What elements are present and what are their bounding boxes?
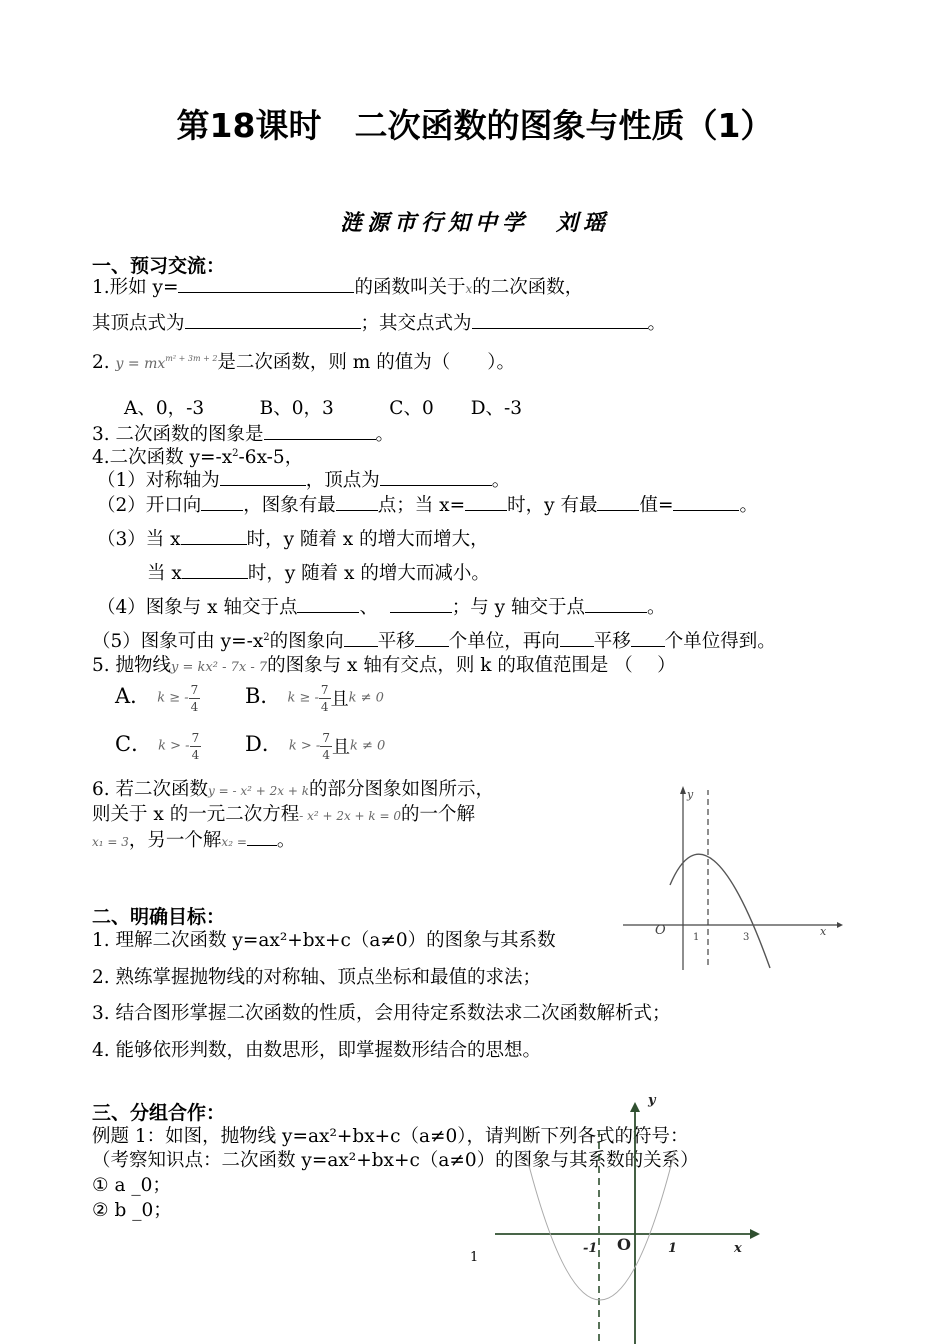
q6-equation: - x² + 2x + k = 0	[299, 809, 402, 823]
q4-3-text-d: 时，y 随着 x 的增大而减小。	[247, 563, 490, 584]
q4-2-text-f: 。	[739, 495, 758, 516]
objective-3: 3. 结合图形掌握二次函数的性质，会用待定系数法求二次函数解析式；	[92, 1003, 671, 1024]
q5-option-a	[115, 680, 200, 715]
graph2-x-arrow	[750, 1229, 760, 1239]
question-4-part1	[97, 466, 510, 492]
q5-option-d-fraction	[320, 730, 332, 763]
graph2-tick-1: 1	[668, 1241, 678, 1256]
q6-text-b: 的部分图象如图所示，	[309, 779, 495, 800]
q2-formula: y = mx	[115, 356, 166, 372]
graph1-origin-label: O	[655, 923, 666, 938]
q5-option-c-expr: k > -	[158, 738, 190, 754]
q4-1-blank-axis	[220, 467, 306, 486]
section1-heading: 一、预习交流：	[92, 255, 226, 277]
q4-4-blank-2	[390, 594, 452, 613]
q4-1-blank-vertex	[380, 467, 492, 486]
q4-2-blank-3	[465, 492, 507, 511]
fraction-numerator: 7	[191, 730, 200, 745]
q5-option-d-label: D．	[245, 732, 283, 756]
q2-text: 是二次函数，则 m 的值为（ ）。	[217, 352, 515, 373]
q4-1-text-b: ，顶点为	[305, 470, 380, 491]
question-4-part3-line1	[97, 525, 489, 551]
q4-5-text-c: 平移	[377, 631, 415, 652]
q4-4-blank-3	[585, 594, 647, 613]
q5-option-c-label: C．	[115, 732, 153, 756]
q5-option-d-and: 且	[331, 737, 350, 758]
fraction-denominator: 4	[320, 699, 329, 714]
q4-5-blank-3	[560, 628, 594, 647]
q5-text-a: 5. 抛物线	[92, 655, 172, 676]
q4-text-b: -6x-5，	[238, 447, 304, 468]
q6-text-a: 6. 若二次函数	[92, 779, 209, 800]
q4-2-text-e: 值=	[639, 495, 674, 516]
q2-exponent: m² + 3m + 2	[165, 353, 218, 363]
fraction-numerator: 7	[322, 730, 330, 745]
q4-3-blank-2	[182, 560, 248, 579]
q4-3-text-c: 当 x	[147, 563, 182, 584]
q1-text-b: 的函数叫关于	[354, 277, 466, 298]
q3-text-b: 。	[375, 424, 395, 445]
question-4-part2	[97, 491, 758, 517]
q4-4-blank-1	[297, 594, 359, 613]
question-4-part5	[92, 627, 776, 653]
q4-5-text-d: 个单位，再向	[448, 631, 560, 652]
graph2-parabola	[525, 1150, 678, 1300]
q5-option-b-cond: k ≠ 0	[348, 690, 384, 706]
q4-5-text-e: 平移	[593, 631, 631, 652]
q6-text-d: 的一个解	[401, 804, 476, 825]
question-6-line3	[92, 826, 295, 852]
q5-option-a-fraction	[189, 682, 201, 715]
graph1-parabola	[670, 854, 770, 968]
section3-heading: 三、分组合作：	[92, 1102, 226, 1124]
q3-text-a: 3. 二次函数的图象是	[92, 424, 264, 445]
q4-4-text-c: ；与 y 轴交于点	[451, 597, 585, 618]
q4-4-text-b: 、	[359, 597, 378, 618]
graph1-x-arrow	[837, 922, 843, 928]
q4-4-text-d: 。	[646, 597, 666, 618]
question-6-line2	[92, 800, 475, 826]
objective-1: 1. 理解二次函数 y=ax²+bx+c（a≠0）的图象与其系数	[92, 930, 556, 951]
parabola-graph-2	[490, 1090, 765, 1344]
q4-5-blank-2	[415, 628, 449, 647]
q4-3-text-b: 时，y 随着 x 的增大而增大，	[246, 529, 489, 550]
example-1-item-a: ① a _0；	[92, 1175, 171, 1196]
q4-sup: 2	[232, 447, 239, 459]
q4-3-text-a: （3）当 x	[97, 529, 181, 550]
fraction-denominator: 4	[190, 699, 199, 714]
q4-5-text-f: 个单位得到。	[664, 631, 776, 652]
question-4-part3-line2	[147, 559, 490, 585]
example-1: 例题 1：如图，抛物线 y=ax²+bx+c（a≠0），请判断下列各式的符号：	[92, 1126, 689, 1147]
question-1-line1	[92, 273, 583, 299]
q5-text-b: 的图象与 x 轴有交点，则 k 的取值范围是 （ ）	[267, 655, 676, 676]
q3-blank	[264, 421, 376, 440]
q2-number: 2.	[92, 352, 110, 373]
question-4-part4	[97, 593, 665, 619]
q5-option-b-fraction	[319, 682, 331, 715]
q6-text-c: 则关于 x 的一元二次方程	[92, 804, 300, 825]
author-line: 涟源市行知中学 刘瑶	[339, 210, 610, 236]
q4-2-text-c: 点；当 x=	[377, 495, 466, 516]
q4-5-text-a: （5）图象可由 y=-x	[92, 631, 264, 652]
q5-option-b-and: 且	[330, 689, 349, 710]
q5-option-a-expr: k ≥ -	[157, 690, 189, 706]
objective-2: 2. 熟练掌握抛物线的对称轴、顶点坐标和最值的求法；	[92, 967, 542, 988]
q1-text-a: 1.形如 y=	[92, 277, 179, 298]
q1-text-d: 其顶点式为	[92, 313, 185, 334]
example-1-item-b: ② b _0；	[92, 1200, 172, 1221]
q4-4-text-a: （4）图象与 x 轴交于点	[97, 597, 298, 618]
q1-blank-form	[178, 274, 354, 293]
q5-option-d	[245, 728, 385, 763]
question-1-line2	[92, 309, 666, 335]
q6-text-e: ，另一个解	[128, 830, 222, 851]
parabola-graph-1	[615, 780, 845, 975]
graph1-tick-3: 3	[743, 932, 750, 943]
q6-x1: x₁ = 3	[92, 835, 129, 849]
objective-4: 4. 能够依形判数，由数思形，即掌握数形结合的思想。	[92, 1040, 542, 1061]
graph2-y-label: y	[648, 1093, 656, 1108]
q4-1-text-a: （1）对称轴为	[97, 470, 220, 491]
fraction-numerator: 7	[320, 682, 329, 697]
graph1-tick-1: 1	[693, 932, 700, 943]
graph1-y-label: y	[687, 788, 694, 801]
q4-2-blank-4	[597, 492, 639, 511]
q5-option-c-fraction	[190, 730, 202, 763]
fraction-numerator: 7	[190, 682, 199, 697]
q4-2-blank-5	[673, 492, 739, 511]
q6-x2: x₂ =	[221, 835, 247, 849]
q5-option-b	[245, 680, 384, 715]
q6-text-f: 。	[276, 830, 296, 851]
q4-2-text-a: （2）开口向	[97, 495, 202, 516]
q5-option-b-label: B．	[245, 684, 282, 708]
q4-5-text-b: 的图象向	[269, 631, 344, 652]
q5-formula: y = kx² - 7x - 7	[171, 660, 268, 675]
page-title: 第18课时 二次函数的图象与性质（1）	[176, 106, 774, 145]
q1-text-e: ；其交点式为	[360, 313, 472, 334]
q5-option-b-expr: k ≥ -	[287, 690, 319, 706]
graph2-tick-neg1: -1	[583, 1241, 598, 1256]
q1-var: x	[465, 282, 473, 296]
q4-2-blank-1	[201, 492, 243, 511]
question-2-options: A、0，-3 B、0，3 C、0 D、-3	[124, 398, 523, 419]
q4-5-blank-1	[344, 628, 378, 647]
q5-option-d-expr: k > -	[288, 738, 321, 754]
q5-option-a-label: A．	[115, 684, 152, 708]
q6-formula: y = - x² + 2x + k	[208, 784, 309, 798]
q1-text-c: 的二次函数，	[472, 277, 584, 298]
q4-1-text-c: 。	[491, 470, 511, 491]
question-5	[92, 651, 676, 677]
question-6-line1	[92, 775, 494, 801]
graph1-y-arrow	[680, 786, 686, 794]
fraction-denominator: 4	[322, 747, 330, 762]
q4-2-text-b: ，图象有最	[243, 495, 336, 516]
q4-5-blank-4	[631, 628, 665, 647]
graph2-origin-label: O	[617, 1235, 631, 1254]
q1-blank-intercept	[472, 310, 648, 329]
graph1-x-label: x	[820, 925, 827, 938]
q5-option-c	[115, 728, 201, 763]
q1-blank-vertex	[185, 310, 361, 329]
fraction-denominator: 4	[191, 747, 200, 762]
example-1-note: （考察知识点：二次函数 y=ax²+bx+c（a≠0）的图象与其系数的关系）	[92, 1150, 699, 1171]
graph2-x-label: x	[734, 1241, 742, 1256]
section2-heading: 二、明确目标：	[92, 906, 226, 928]
q5-option-d-cond: k ≠ 0	[349, 738, 386, 754]
graph2-y-arrow	[630, 1102, 640, 1112]
q4-5-sup: 2	[263, 631, 270, 643]
q4-text-a: 4.二次函数 y=-x	[92, 447, 233, 468]
page-number: 1	[470, 1250, 479, 1265]
q6-blank	[247, 835, 277, 846]
q4-3-blank-1	[181, 526, 247, 545]
question-2	[92, 348, 515, 374]
q1-text-f: 。	[647, 313, 667, 334]
q4-2-text-d: 时，y 有最	[507, 495, 598, 516]
q4-2-blank-2	[336, 492, 378, 511]
